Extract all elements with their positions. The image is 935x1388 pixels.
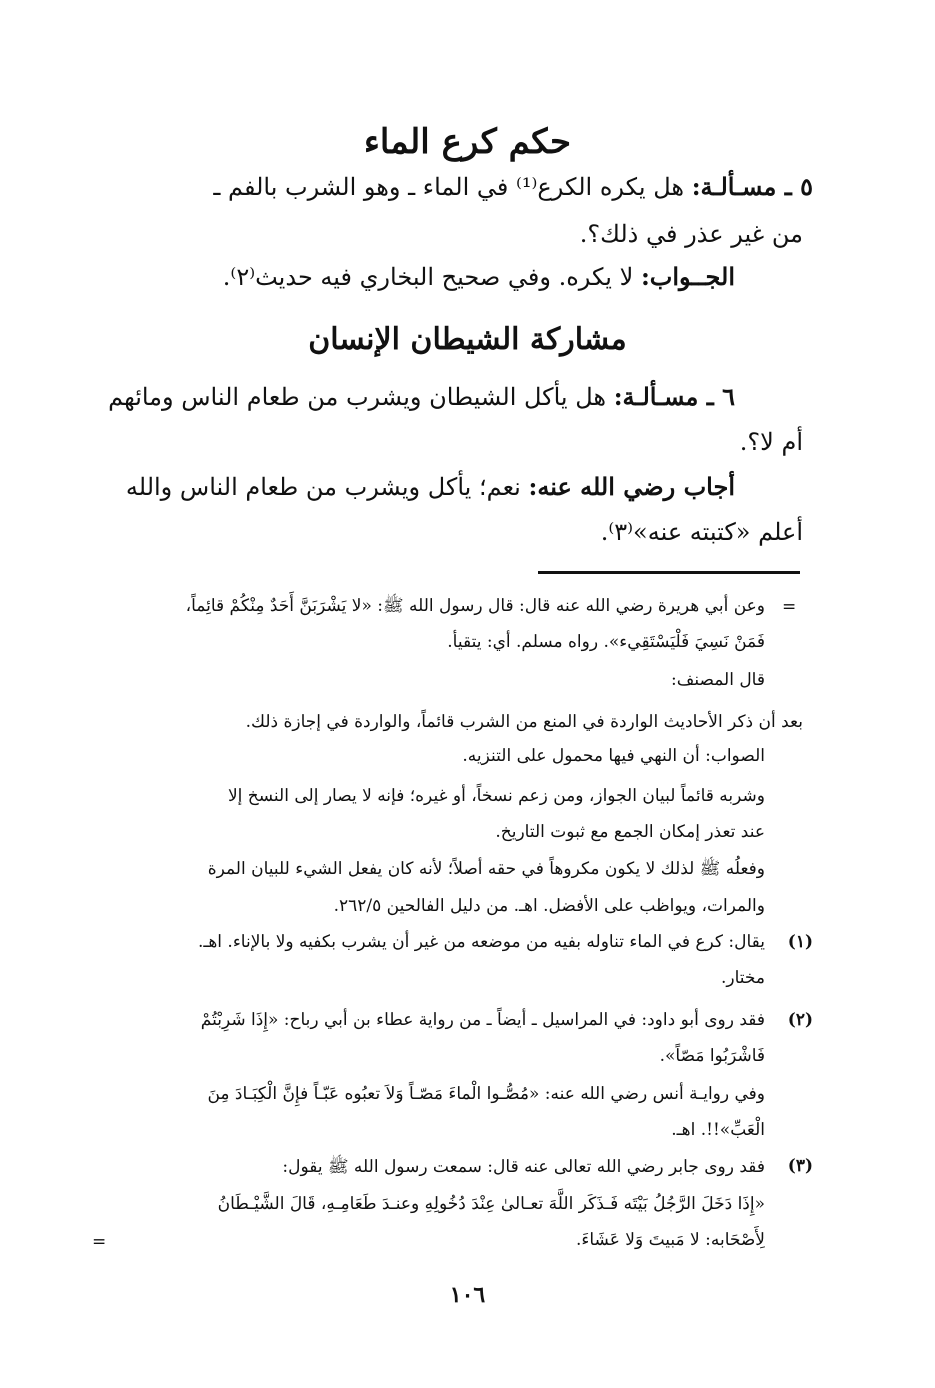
footnote-end-mark: = <box>92 1232 107 1252</box>
footnote-cont-line-8: وفعلُه ﷺ لذلك لا يكون مكروهاً في حقه أصلاً؛ لأنه كان يفعل الشيء للبيان المرة <box>207 859 765 879</box>
answer-5-text: لا يكره. وفي صحيح البخاري فيه حديث⁽٢⁾. <box>222 263 634 291</box>
question-5-text-1: هل يكره الكرع⁽¹⁾ في الماء ـ وهو الشرب بالفم ـ <box>213 173 685 201</box>
footnote-cont-line-6: وشربه قائماً لبيان الجواز، ومن زعم نسخاً، أو غيره؛ فإنه لا يصار إلى النسخ إلا <box>227 786 765 806</box>
answer-6-label: أجاب رضي الله عنه: <box>528 472 735 501</box>
footnote-cont-line-1: وعن أبي هريرة رضي الله عنه قال: قال رسول الله ﷺ: «لا يَشْرَبَنَّ أَحَدٌ مِنْكُمْ قائِماً، <box>185 596 765 616</box>
footnote-cont-line-3: قال المصنف: <box>671 670 765 690</box>
footnote-cont-line-7: عند تعذر إمكان الجمع مع ثبوت التاريخ. <box>495 822 765 842</box>
question-6-line-2: أم لا؟. <box>739 428 803 456</box>
answer-5 <box>223 262 735 291</box>
page-number: ١٠٦ <box>449 1282 486 1308</box>
question-5-line-2: من غير عذر في ذلك؟. <box>579 220 803 248</box>
footnote-2-number: (٢) <box>787 1010 813 1030</box>
footnote-separator <box>538 571 800 574</box>
footnote-3-number: (٣) <box>787 1156 813 1176</box>
footnote-cont-line-2: فَمَنْ نَسِيَ فَلْيَسْتَقِيء». رواه مسلم. أي: يتقيأ. <box>447 632 765 652</box>
question-5-label: ٥ ـ مسـألـة: <box>691 172 813 201</box>
footnote-2-line-1: فقد روى أبو داود: في المراسيل ـ أيضاً ـ من رواية عطاء بن أبي رباح: «إِذَا شَرِبْتُمْ <box>200 1010 765 1030</box>
footnote-1-line-1: يقال: كرع في الماء تناوله بفيه من موضعه من غير أن يشرب بكفيه ولا بالإناء. اهـ. <box>197 932 765 952</box>
footnote-1-line-2: مختار. <box>720 968 765 988</box>
continuation-mark: = <box>782 597 797 617</box>
footnote-2-line-4: الْعَبِّ»!!. اهـ. <box>671 1120 765 1140</box>
footnote-3-line-3: لِأَصْحَابه: لا مَبيتَ وَلا عَشَاءَ. <box>575 1230 765 1250</box>
question-6-label: ٦ ـ مسـألـة: <box>613 382 735 411</box>
footnote-3-line-2: «إِذَا دَخَلَ الرَّجُلُ بَيْتَه فَـذَكَر اللَّهَ تعـالىٰ عِنْدَ دُخُولِهِ وعنـدَ طَعَامِـهِ، قَالَ الشَّيْـطَانُ <box>217 1194 765 1214</box>
footnote-3-line-1: فقد روى جابر رضي الله تعالى عنه قال: سمعت رسول الله ﷺ يقول: <box>282 1157 765 1177</box>
heading-devil-sharing: مشاركة الشيطان الإنسان <box>308 322 627 357</box>
heading-karaa-water: حكم كرع الماء <box>363 122 572 162</box>
footnote-cont-line-9: والمرات، ويواظب على الأفضل. اهـ. من دليل الفالحين ٢٦٢/٥. <box>333 896 765 916</box>
footnote-2-line-2: فَاشْرَبُوا مَصّاً». <box>659 1046 765 1066</box>
question-5-line-1 <box>213 172 813 201</box>
footnote-2-line-3: وفي روايـة أنس رضي الله عنه: «مُصُّـوا الْماءَ مَصّـاً وَلاَ تعبُوه عَبّـاً فإِنَّ الْكِبَـادَ مِنَ <box>207 1084 765 1104</box>
footnote-cont-line-4: بعد أن ذكر الأحاديث الواردة في المنع من الشرب قائماً، والواردة في إجازة ذلك. <box>245 712 803 732</box>
answer-5-label: الجــواب: <box>640 262 735 291</box>
question-6-line-1 <box>108 382 735 411</box>
answer-6-line-2: أعلم «كتبته عنه»⁽٣⁾. <box>600 518 803 546</box>
question-6-text-1: هل يأكل الشيطان ويشرب من طعام الناس ومائهم <box>108 383 607 411</box>
footnote-1-number: (١) <box>787 932 813 952</box>
answer-6-text-1: نعم؛ يأكل ويشرب من طعام الناس والله <box>125 473 521 501</box>
answer-6-line-1 <box>126 472 735 501</box>
footnote-cont-line-5: الصواب: أن النهي فيها محمول على التنزيه. <box>462 746 765 766</box>
